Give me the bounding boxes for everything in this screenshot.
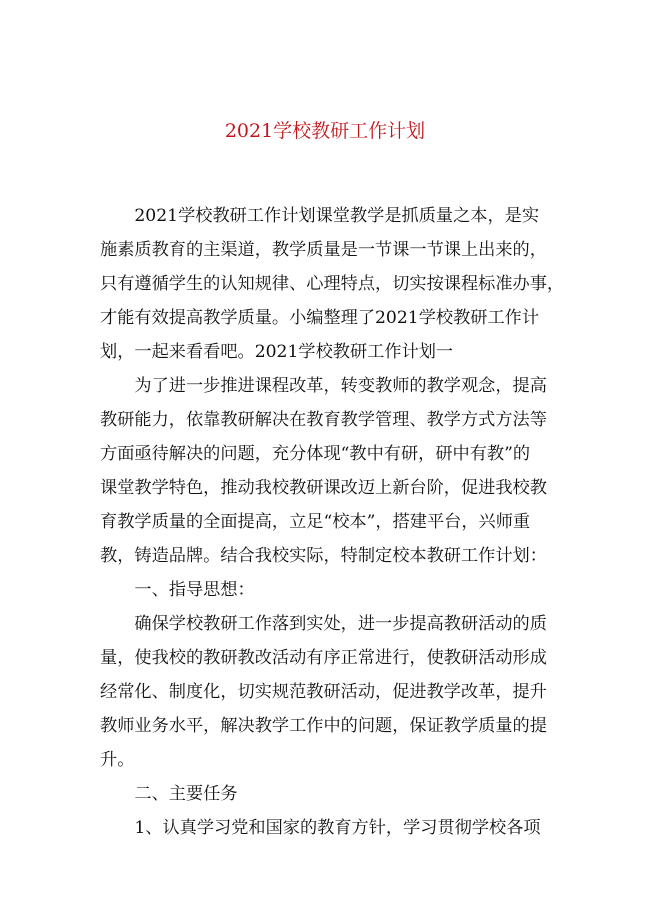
text-line: 方面亟待解决的问题，充分体现“教中有研，研中有教”的 — [100, 444, 531, 464]
text-line: 教，铸造品牌。结合我校实际，特制定校本教研工作计划： — [100, 546, 547, 566]
text-line: 划，一起来看看吧。2021学校教研工作计划一 — [100, 342, 454, 362]
text-line: 才能有效提高教学质量。小编整理了2021学校教研工作计 — [100, 308, 540, 328]
section-heading: 二、主要任务 — [100, 784, 238, 804]
section-heading: 一、指导思想： — [100, 580, 255, 600]
text-line: 为了进一步推进课程改革，转变教师的教学观念，提高 — [100, 376, 547, 396]
text-line: 经常化、制度化，切实规范教研活动，促进教学改革，提升 — [100, 682, 547, 702]
text-line: 1、认真学习党和国家的教育方针，学习贯彻学校各项 — [100, 818, 541, 838]
text-line: 确保学校教研工作落到实处，进一步提高教研活动的质 — [100, 614, 547, 634]
text-line: 量，使我校的教研教改活动有序正常进行，使教研活动形成 — [100, 648, 547, 668]
text-line: 升。 — [100, 750, 135, 770]
text-line: 2021学校教研工作计划课堂教学是抓质量之本，是实 — [100, 206, 540, 226]
text-line: 施素质教育的主渠道，教学质量是一节课一节课上出来的， — [100, 240, 547, 260]
text-line: 只有遵循学生的认知规律、心理特点，切实按课程标准办事， — [100, 274, 565, 294]
text-line: 课堂教学特色，推动我校教研课改迈上新台阶，促进我校教 — [100, 478, 547, 498]
text-line: 教师业务水平，解决教学工作中的问题，保证教学质量的提 — [100, 716, 547, 736]
document-title: 2021学校教研工作计划 — [224, 120, 426, 142]
text-line: 教研能力，依靠教研解决在教育教学管理、教学方式方法等 — [100, 410, 547, 430]
text-line: 育教学质量的全面提高，立足“校本”，搭建平台，兴师重 — [100, 512, 531, 532]
